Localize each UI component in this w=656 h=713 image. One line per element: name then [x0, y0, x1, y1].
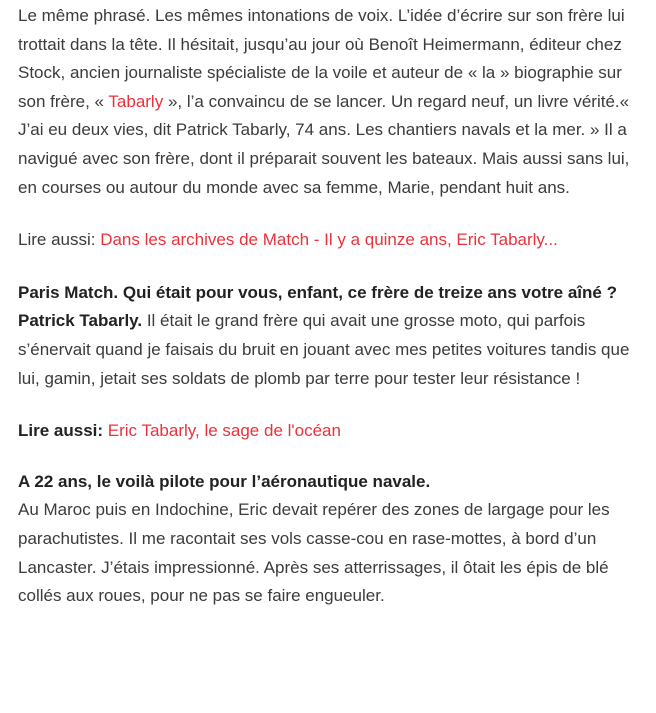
- closing-paragraph: Au Maroc puis en Indochine, Eric devait repérer des zones de largage pour les parachutistes. Il me racontait ses vols casse-cou en rase-mottes, à bord d’un Lancaster. J’étais impressionné. Après ses atterrissages, il ôtait les épis de blé collés aux roues, pour ne pas se faire engueuler.: [18, 500, 610, 606]
- read-also-archives-link[interactable]: Dans les archives de Match - Il y a quinze ans, Eric Tabarly...: [100, 230, 558, 250]
- intro-paragraph: [18, 2, 646, 202]
- answer-speaker: Patrick Tabarly.: [18, 311, 143, 331]
- read-also-2: [18, 417, 646, 446]
- interview-question: Paris Match. Qui était pour vous, enfant, ce frère de treize ans votre aîné ?: [18, 282, 617, 302]
- section-heading: A 22 ans, le voilà pilote pour l’aéronautique navale.: [18, 471, 431, 491]
- read-also-label: Lire aussi:: [18, 230, 101, 250]
- read-also-1: [18, 226, 646, 255]
- tabarly-book-link[interactable]: Tabarly: [108, 91, 164, 111]
- read-also-sage-link[interactable]: Eric Tabarly, le sage de l'océan: [107, 421, 341, 441]
- interview-answer: [18, 307, 646, 393]
- answer-text: Il était le grand frère qui avait une grosse moto, qui parfois s’énervait quand je faisais du bruit en jouant avec mes petites voitures tandis que lui, gamin, jetait ses soldats de plomb par terre pour tester leur résistance !: [18, 311, 630, 388]
- intro-text-continued: », l’a convaincu de se lancer. Un regard neuf, un livre vérité.« J’ai eu deux vies, dit Patrick Tabarly, 74 ans. Les chantiers navals et la mer. » Il a navigué avec son frère, dont il préparait souvent les bateaux. Mais aussi sans lui, en courses ou autour du monde avec sa femme, Marie, pendant huit ans.: [18, 91, 630, 197]
- intro-text: Le même phrasé. Les mêmes intonations de voix. L’idée d’écrire sur son frère lui trottait dans la tête. Il hésitait, jusqu’au jour où Benoît Heimermann, éditeur chez Stock, ancien journaliste spécialiste de la voile et auteur de « la » biographie sur son frère, «: [18, 6, 625, 111]
- read-also-label-bold: Lire aussi:: [18, 421, 108, 441]
